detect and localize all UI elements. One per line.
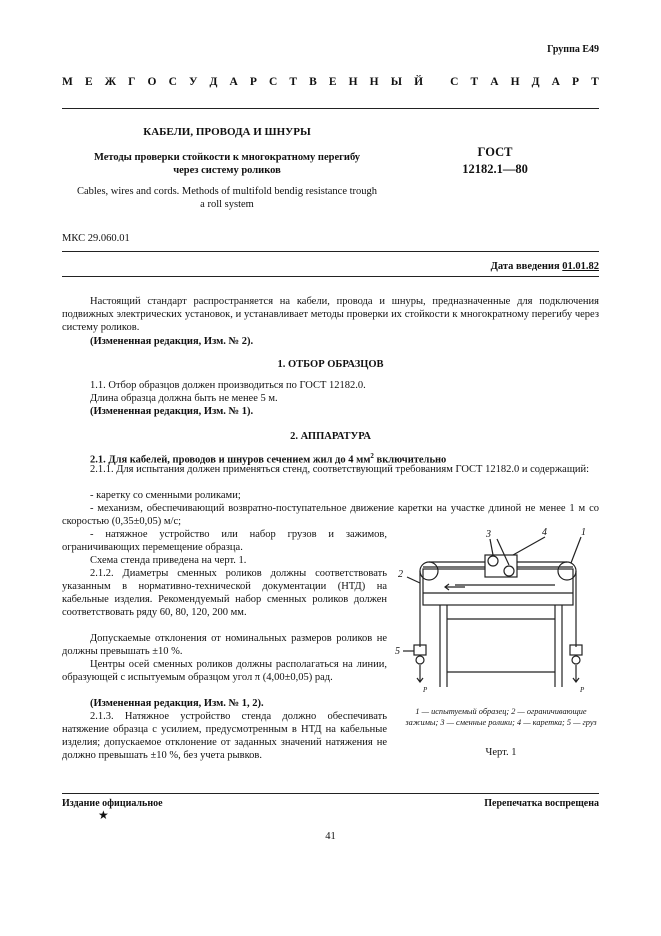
callout-2: 2 bbox=[398, 569, 403, 580]
clause-2-1-2-change-note: (Измененная редакция, Изм. № 1, 2). bbox=[90, 698, 264, 709]
mks-code: МКС 29.060.01 bbox=[62, 233, 130, 244]
clause-2-1-3: 2.1.3. Натяжное устройство стенда должно обеспечивать натяжение образца с усилием, предусмотренным в НТД на кабельные изделия; допускаемое отклонение от заданных значений натяжения не должно превышать ±10 %, без учета рывков. bbox=[62, 711, 387, 761]
heading-letter: С bbox=[168, 76, 177, 88]
heading-letter: Н bbox=[369, 76, 379, 88]
heading-letter: А bbox=[229, 76, 238, 88]
header-rule-top bbox=[62, 108, 599, 109]
heading-letter: Н bbox=[348, 76, 358, 88]
heading-letter: Н bbox=[510, 76, 520, 88]
section-1-title: 1. ОТБОР ОБРАЗЦОВ bbox=[277, 359, 384, 370]
carriage bbox=[485, 555, 517, 577]
gost-designation bbox=[445, 144, 545, 178]
callout-5: 5 bbox=[395, 646, 400, 657]
clause-1-1: 1.1. Отбор образцов должен производиться по ГОСТ 12182.0. bbox=[90, 380, 366, 391]
clause-1-1-length: Длина образца должна быть не менее 5 м. bbox=[90, 393, 278, 404]
doc-subtitle bbox=[62, 151, 392, 177]
callout-1: 1 bbox=[581, 527, 586, 538]
clause-2-1-title-sup: 2 bbox=[370, 452, 374, 460]
page-number: 41 bbox=[325, 831, 336, 842]
figure-caption: 1 — испытуемый образец; 2 — ограничивающие зажимы; 3 — сменные ролики; 4 — каретка; 5 — груз bbox=[405, 707, 597, 727]
date-value: 01.01.82 bbox=[562, 261, 599, 272]
list-item-mechanism: - механизм, обеспечивающий возвратно-поступательное движение каретки на участке длиной не менее 1 м со скоростью (0,35±0,05) м/с; bbox=[62, 503, 599, 527]
clause-2-1-1: 2.1.1. Для испытания должен применяться стенд, соответствующий требованиям ГОСТ 12182.0 и содержащий: bbox=[90, 464, 590, 475]
heading-letter: Г bbox=[128, 76, 136, 88]
list-item-tensioner: - натяжное устройство или набор грузов и зажимов, ограничивающих перемещение образца. bbox=[62, 529, 387, 553]
intro-change-note: (Измененная редакция, Изм. № 2). bbox=[90, 336, 254, 347]
heading-letter: Й bbox=[414, 76, 424, 88]
gost-label: ГОСТ bbox=[477, 145, 513, 159]
heading-gap bbox=[435, 76, 438, 88]
reprint-prohibited-note: Перепечатка воспрещена bbox=[484, 798, 599, 809]
heading-letter: Е bbox=[328, 76, 337, 88]
heading-letter: О bbox=[147, 76, 157, 88]
clause-2-1-2: 2.1.2. Диаметры сменных роликов должны соответствовать указанным в нормативно-технической документации (НТД) на кабельные изделия. Рекомендуемый набор сменных роликов должен соответствовать ряду 60, 80, 120, 200 мм. bbox=[62, 568, 387, 618]
heading-letter: Т bbox=[470, 76, 479, 88]
english-title bbox=[62, 185, 392, 211]
heading-letter: С bbox=[450, 76, 459, 88]
roller-tolerance: Допускаемые отклонения от номинальных размеров роликов не должны превышать ±10 %. bbox=[62, 633, 387, 657]
heading-letter: Ж bbox=[104, 76, 117, 88]
heading-letter: Е bbox=[84, 76, 93, 88]
doc-title: КАБЕЛИ, ПРОВОДА И ШНУРЫ bbox=[143, 126, 311, 138]
force-label-left: P bbox=[423, 686, 428, 694]
gost-number: 12182.1—80 bbox=[462, 162, 528, 176]
group-code: Группа Е49 bbox=[547, 44, 599, 55]
heading-letter: А bbox=[490, 76, 499, 88]
section-2-title: 2. АППАРАТУРА bbox=[290, 431, 371, 442]
intro-paragraph: Настоящий стандарт распространяется на кабели, провода и шнуры, предназначенные для подключения подвижных электрических установок, и устанавливает методы проверки их стойкости к многократному перегибу через систему роликов. bbox=[62, 296, 599, 333]
heading-letter: А bbox=[551, 76, 560, 88]
callout-4: 4 bbox=[542, 527, 547, 538]
specimen-cable bbox=[420, 571, 576, 647]
heading-letter: Д bbox=[209, 76, 218, 88]
heading-letter: Р bbox=[249, 76, 257, 88]
clause-2-1-title-tail: включительно bbox=[373, 454, 447, 466]
heading-letter: С bbox=[269, 76, 278, 88]
clause-2-1-title-text: 2.1. Для кабелей, проводов и шнуров сечением жил до 4 мм bbox=[90, 454, 371, 466]
section-1-change-note: (Измененная редакция, Изм. № 1). bbox=[90, 406, 254, 417]
heading-letter: М bbox=[62, 76, 73, 88]
force-label-right: P bbox=[580, 686, 585, 694]
list-item-carriage: - каретку со сменными роликами; bbox=[90, 490, 241, 501]
star-mark: ★ bbox=[98, 808, 109, 822]
header-rule-mid bbox=[62, 251, 599, 252]
test-stand-figure bbox=[395, 527, 605, 702]
heading-letter: Т bbox=[289, 76, 298, 88]
english-title-line-2: a roll system bbox=[200, 199, 254, 210]
heading-letter: У bbox=[188, 76, 198, 88]
standard-type-heading bbox=[62, 76, 599, 88]
subtitle-line-2: через систему роликов bbox=[173, 165, 281, 176]
effective-date bbox=[491, 261, 599, 272]
heading-letter: Ы bbox=[390, 76, 402, 88]
heading-letter: Т bbox=[591, 76, 599, 88]
footer-rule bbox=[62, 793, 599, 794]
heading-letter: Р bbox=[572, 76, 580, 88]
callout-3: 3 bbox=[486, 529, 491, 540]
subtitle-line-1: Методы проверки стойкости к многократному перегибу bbox=[93, 152, 361, 163]
roller-axis-centers: Центры осей сменных роликов должны располагаться на линии, образующей с испытуемым образцом угол π (4,00±0,05) рад. bbox=[62, 659, 387, 683]
header-rule-bottom bbox=[62, 276, 599, 277]
figure-label: Черт. 1 bbox=[485, 747, 517, 758]
heading-letter: Д bbox=[531, 76, 540, 88]
scheme-reference: Схема стенда приведена на черт. 1. bbox=[90, 555, 247, 566]
official-edition-note: Издание официальное bbox=[62, 798, 163, 809]
english-title-line-1: Cables, wires and cords. Methods of multifold bendig resistance trough bbox=[76, 186, 378, 197]
heading-letter: В bbox=[309, 76, 317, 88]
date-label: Дата введения bbox=[490, 261, 560, 272]
